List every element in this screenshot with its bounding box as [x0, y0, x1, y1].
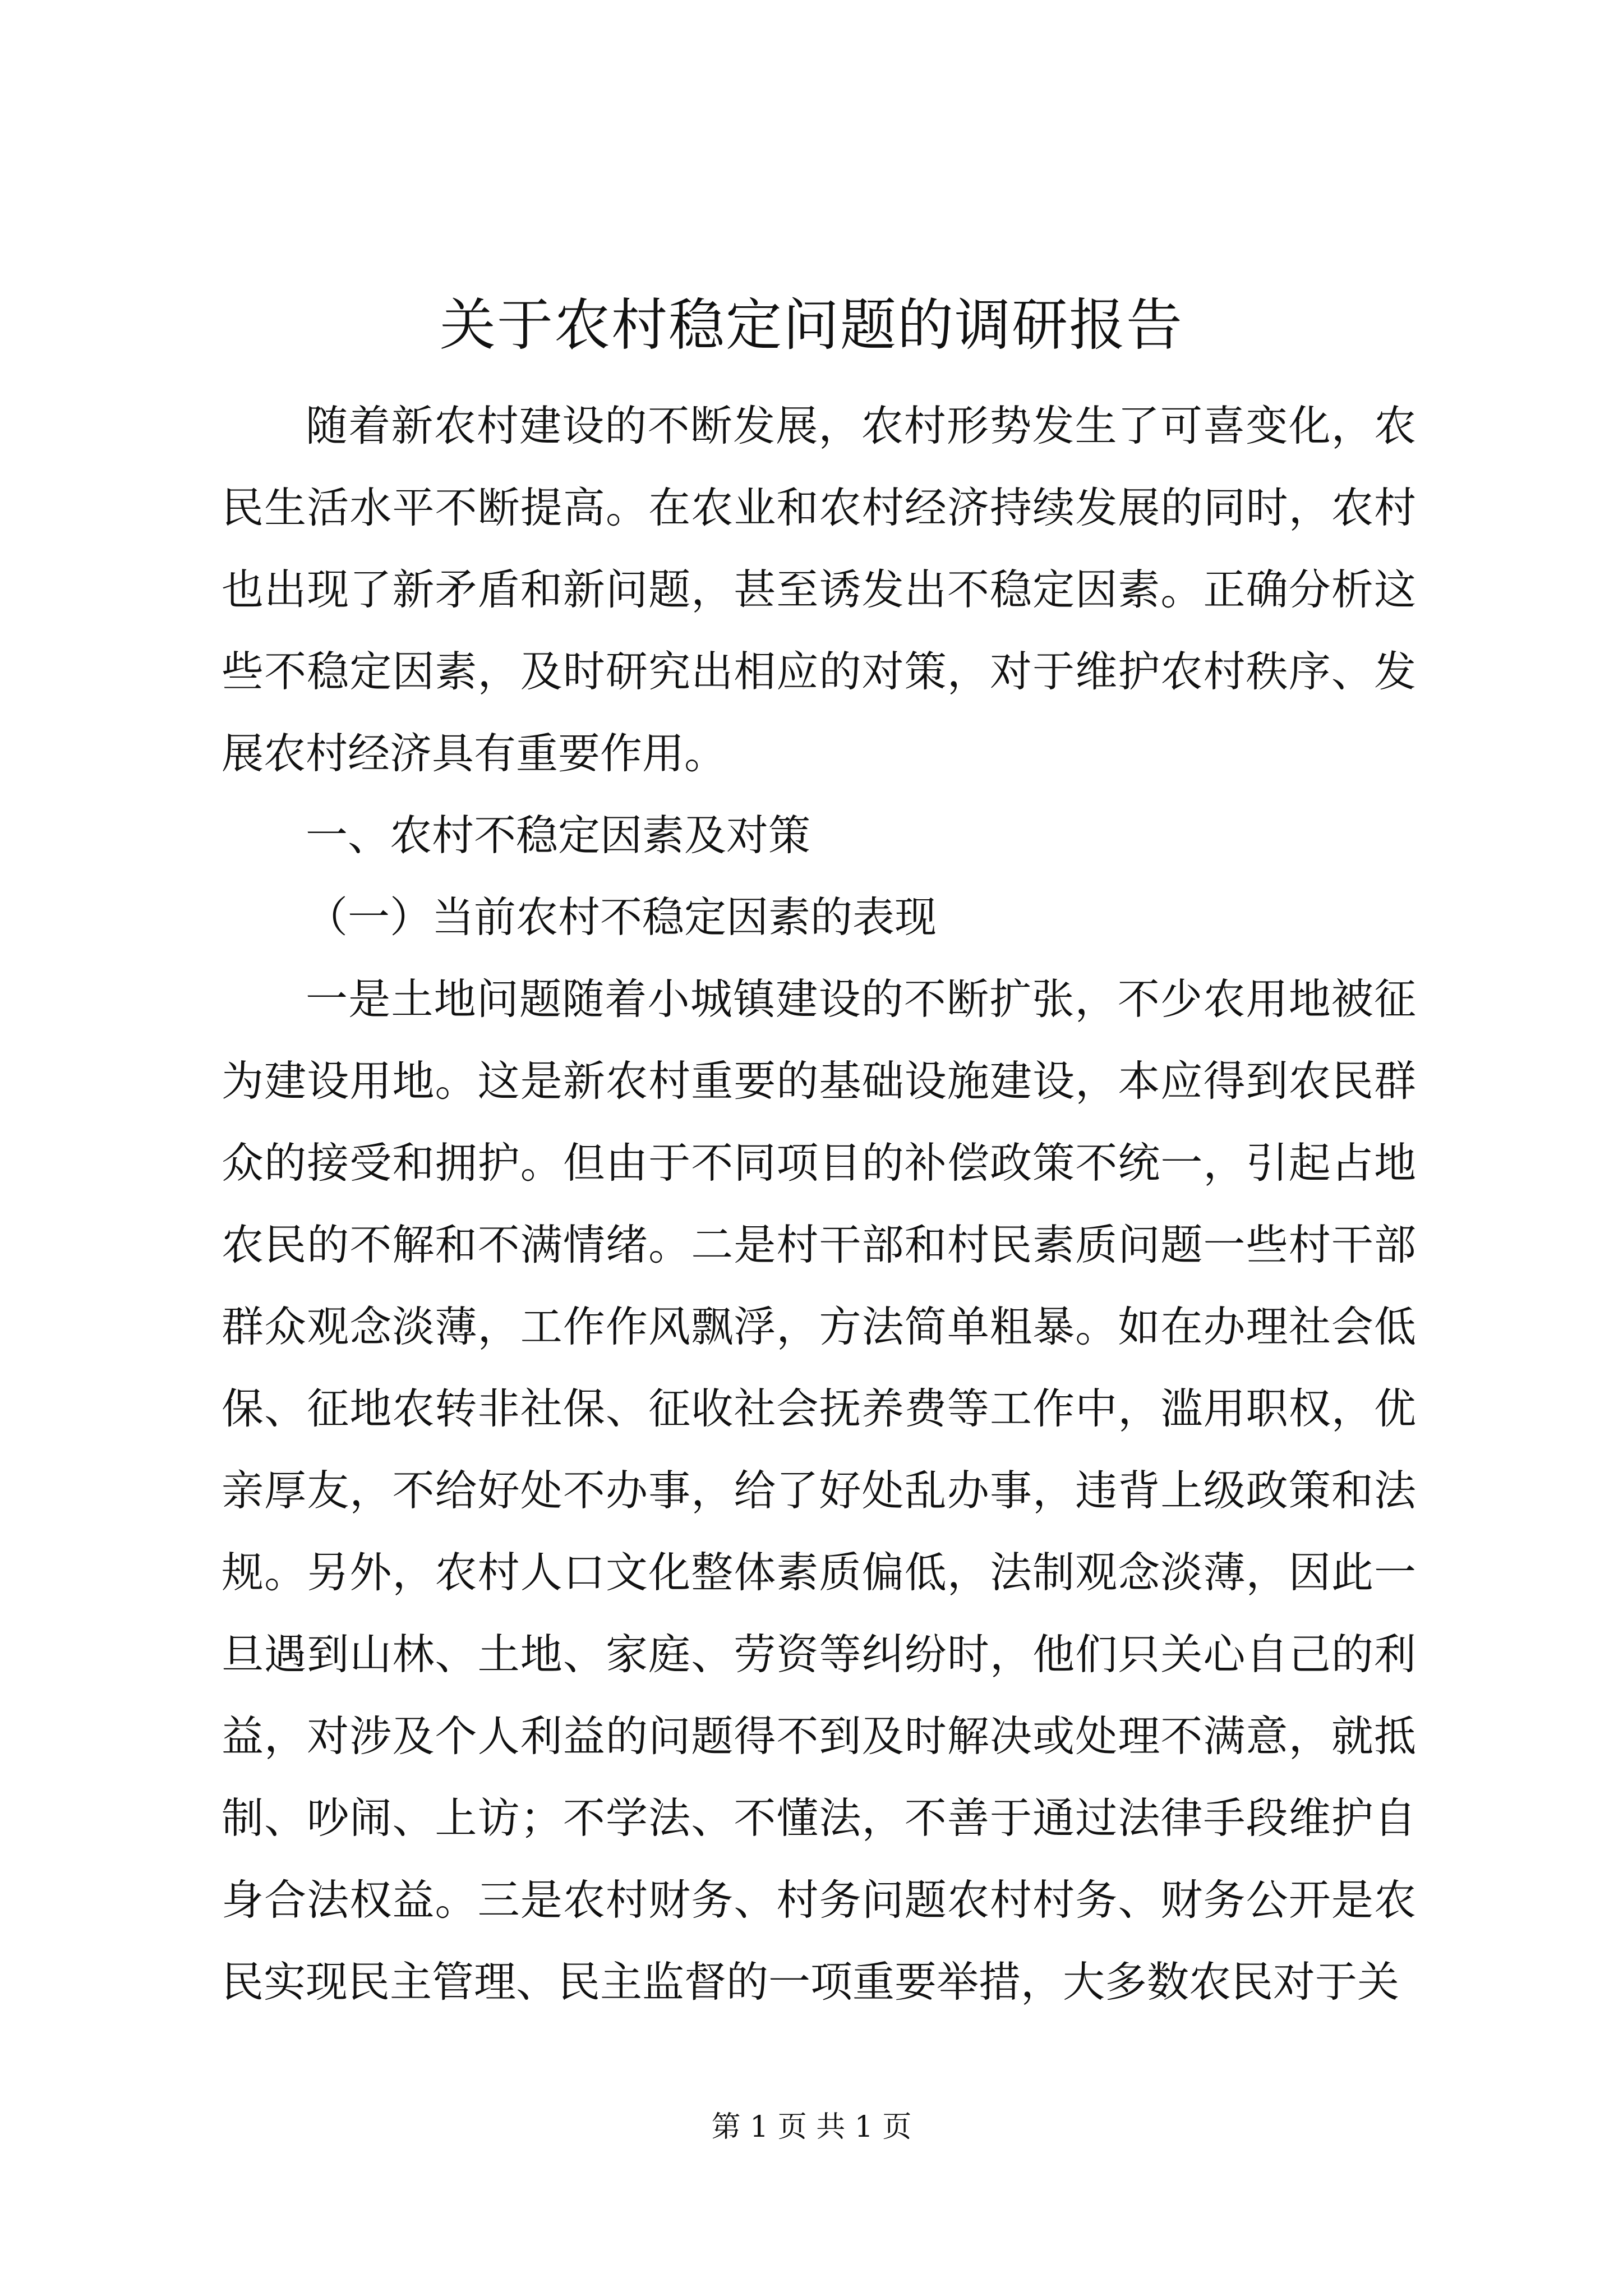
document-title: 关于农村稳定问题的调研报告	[440, 292, 1183, 358]
body-paragraph: 一是土地问题随着小城镇建设的不断扩张，不少农用地被征为建设用地。这是新农村重要的基础设施建设，本应得到农民群众的接受和拥护。但由于不同项目的补偿政策不统一，引起占地农民的不解和不满情绪。二是村干部和村民素质问题一些村干部群众观念淡薄，工作作风飘浮，方法简单粗暴。如在办理社会低保、征地农转非社保、征收社会抚养费等工作中，滥用职权，优亲厚友，不给好处不办事，给了好处乱办事，违背上级政策和法规。另外，农村人口文化整体素质偏低，法制观念淡薄，因此一旦遇到山林、土地、家庭、劳资等纠纷时，他们只关心自己的利益，对涉及个人利益的问题得不到及时解决或处理不满意，就抵制、吵闹、上访；不学法、不懂法，不善于通过法律手段维护自身合法权益。三是农村财务、村务问题农村村务、财务公开是农民实现民主管理、民主监督的一项重要举措，大多数农民对于关	[222, 974, 1416, 2007]
page-number-footer: 第 1 页 共 1 页	[711, 2110, 912, 2144]
subsection-heading: （一）当前农村不稳定因素的表现	[306, 892, 937, 942]
section-heading: 一、农村不稳定因素及对策	[306, 811, 811, 860]
document-body	[222, 385, 1416, 2023]
intro-paragraph: 随着新农村建设的不断发展，农村形势发生了可喜变化，农民生活水平不断提高。在农业和农村经济持续发展的同时，农村也出现了新矛盾和新问题，甚至诱发出不稳定因素。正确分析这些不稳定因素，及时研究出相应的对策，对于维护农村秩序、发展农村经济具有重要作用。	[222, 401, 1416, 778]
